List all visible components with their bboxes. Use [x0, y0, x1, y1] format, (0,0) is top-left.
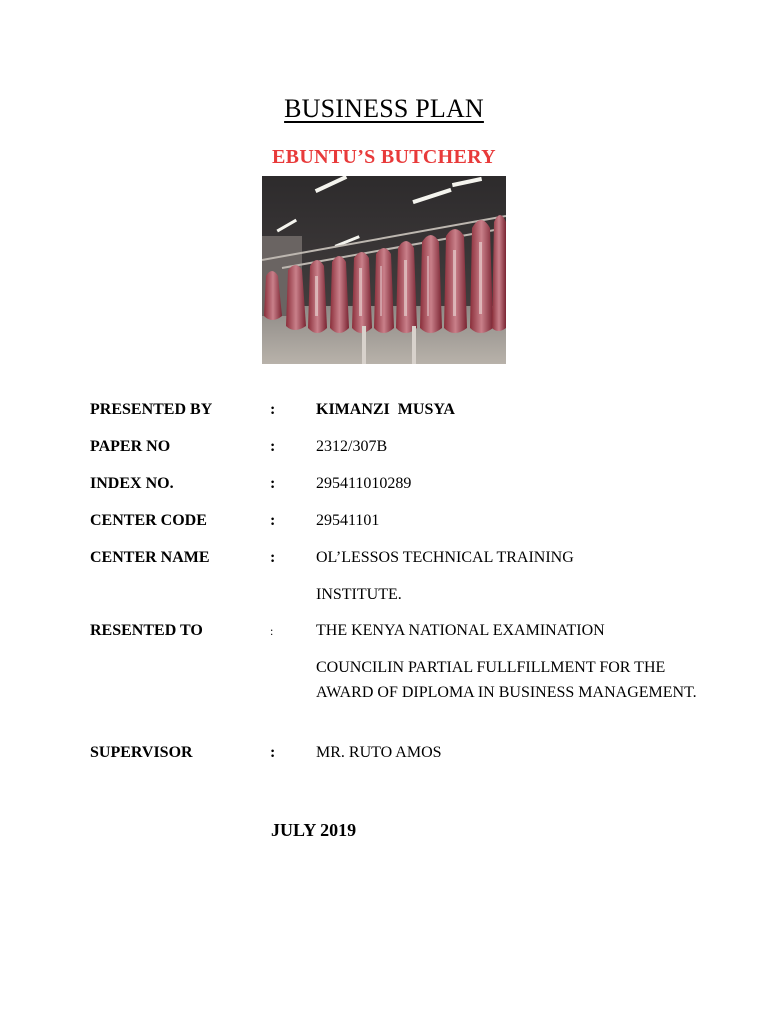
- paper-no-label: PAPER NO: [90, 438, 171, 455]
- center-code-value: 29541101: [316, 512, 380, 529]
- center-name-label: CENTER NAME: [90, 549, 210, 566]
- business-name: EBUNTU’S BUTCHERY: [272, 146, 496, 168]
- colon-separator: :: [270, 401, 276, 418]
- center-code-label: CENTER CODE: [90, 512, 207, 529]
- document-title: BUSINESS PLAN: [284, 94, 484, 123]
- colon-separator: :: [270, 744, 276, 761]
- colon-separator: :: [270, 475, 276, 492]
- colon-separator: :: [270, 549, 276, 566]
- colon-separator: :: [270, 624, 274, 638]
- colon-separator: :: [270, 512, 276, 529]
- center-name-value-line2: INSTITUTE.: [316, 586, 402, 603]
- presented-by-label: PRESENTED BY: [90, 401, 213, 418]
- supervisor-label: SUPERVISOR: [90, 744, 193, 761]
- index-no-label: INDEX NO.: [90, 475, 174, 492]
- index-no-value: 295411010289: [316, 475, 412, 492]
- submission-date: JULY 2019: [271, 820, 357, 840]
- resented-to-value-line2: COUNCILIN PARTIAL FULLFILLMENT FOR THE AWARD OF DIPLOMA IN BUSINESS MANAGEMENT.: [316, 659, 697, 701]
- meat-carcass-photo: [262, 176, 506, 364]
- center-name-value-line1: OL’LESSOS TECHNICAL TRAINING: [316, 549, 574, 566]
- presented-by-value: KIMANZI MUSYA: [316, 401, 455, 418]
- resented-to-value-line1: THE KENYA NATIONAL EXAMINATION: [316, 622, 605, 639]
- colon-separator: :: [270, 438, 276, 455]
- supervisor-value: MR. RUTO AMOS: [316, 744, 442, 761]
- paper-no-value: 2312/307B: [316, 438, 388, 455]
- resented-to-label: RESENTED TO: [90, 622, 203, 639]
